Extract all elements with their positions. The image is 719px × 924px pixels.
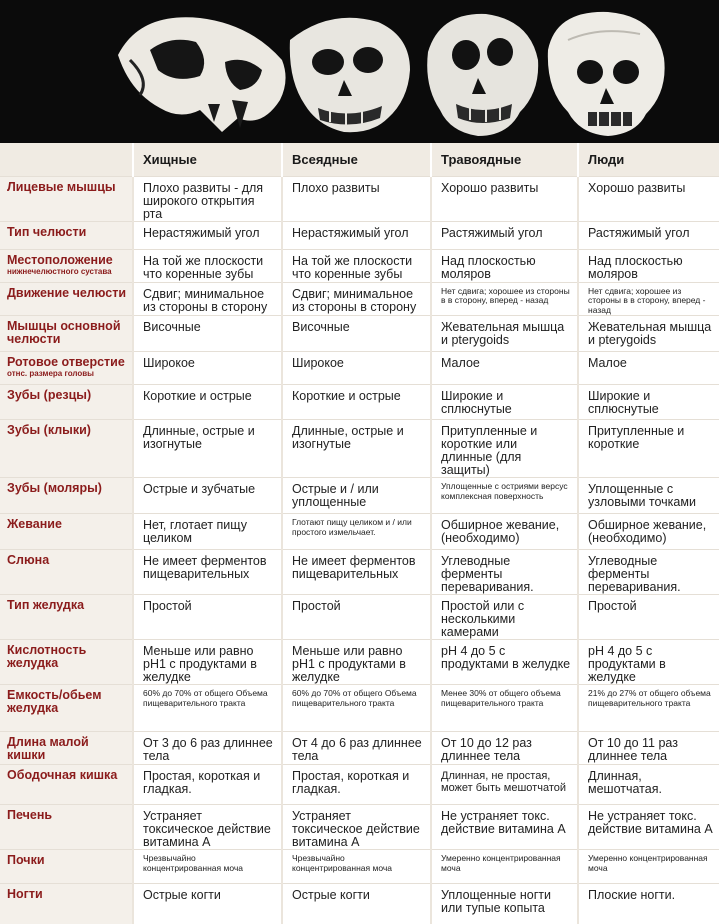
row-sublabel: отнс. размера головы <box>7 369 94 378</box>
table-cell: Не устраняет токс. действие витамина А <box>578 805 719 850</box>
table-cell: Уплощенные с узловыми точками <box>578 478 719 514</box>
row-sublabel: нижнечелюстного сустава <box>7 266 112 276</box>
table-cell: Острые и / или уплощенные <box>282 478 431 514</box>
table-cell: 60% до 70% от общего Объема пищеварительного тракта <box>282 685 431 732</box>
table-row <box>0 850 719 884</box>
table-cell: Малое <box>578 352 719 385</box>
table-cell: Растяжимый угол <box>431 221 578 249</box>
table-cell: Длинная, не простая, может быть мешотчатой <box>431 765 578 805</box>
table-cell: Острые когти <box>133 884 282 924</box>
table-cell: Устраняет токсическое действие витамина А <box>282 805 431 850</box>
table-row <box>0 805 719 850</box>
table-cell: Широкие и сплюснутые <box>578 385 719 420</box>
skulls-banner <box>0 0 719 143</box>
row-label: Мышцы основной челюсти <box>0 316 133 352</box>
table-row <box>0 514 719 550</box>
table-cell: Широкие и сплюснутые <box>431 385 578 420</box>
table-row <box>0 176 719 221</box>
table-cell: Короткие и острые <box>282 385 431 420</box>
row-label: Зубы (моляры) <box>0 478 133 514</box>
row-label: Кислотность желудка <box>0 640 133 685</box>
table-cell: Растяжимый угол <box>578 221 719 249</box>
herbivore-skull-image <box>427 14 538 136</box>
table-cell: Не имеет ферментов пищеварительных <box>133 550 282 595</box>
table-cell: 60% до 70% от общего Объема пищеварительного тракта <box>133 685 282 732</box>
table-cell: Сдвиг; минимальное из стороны в сторону <box>282 282 431 316</box>
table-cell: pH 4 до 5 с продуктами в желудке <box>431 640 578 685</box>
table-cell: Притупленные и короткие <box>578 420 719 478</box>
row-label: Емкость/обьем желудка <box>0 685 133 732</box>
header-omnivores: Всеядные <box>282 143 431 176</box>
table-row <box>0 550 719 595</box>
table-cell: Не устраняет токс. действие витамина А <box>431 805 578 850</box>
table-cell: Уплощенные ногти или тупые копыта <box>431 884 578 924</box>
table-cell: Углеводные ферменты переваривания. <box>431 550 578 595</box>
table-cell: От 10 до 11 раз длиннее тела <box>578 732 719 765</box>
table-cell: Чрезвычайно концентрированная моча <box>133 850 282 884</box>
row-label: Местоположение нижнечелюстного сустава <box>0 249 133 282</box>
table-row <box>0 640 719 685</box>
comparison-table <box>0 143 719 924</box>
table-cell: Височные <box>282 316 431 352</box>
carnivore-skull-image <box>118 17 286 132</box>
table-cell: Обширное жевание, (необходимо) <box>578 514 719 550</box>
table-cell: Умеренно концентрированная моча <box>578 850 719 884</box>
row-label: Лицевые мышцы <box>0 176 133 221</box>
table-cell: Хорошо развиты <box>578 176 719 221</box>
table-row <box>0 685 719 732</box>
table-cell: Нерастяжимый угол <box>282 221 431 249</box>
table-row <box>0 249 719 282</box>
table-cell: Нет, глотает пищу целиком <box>133 514 282 550</box>
table-cell: Жевательная мышца и pterygoids <box>578 316 719 352</box>
table-cell: Устраняет токсическое действие витамина А <box>133 805 282 850</box>
table-row <box>0 420 719 478</box>
table-row <box>0 595 719 640</box>
table-cell: На той же плоскости что коренные зубы <box>282 249 431 282</box>
table-cell: Сдвиг; минимальное из стороны в сторону <box>133 282 282 316</box>
table-cell: Длинная, мешотчатая. <box>578 765 719 805</box>
header-carnivores: Хищные <box>133 143 282 176</box>
table-cell: Нет сдвига; хорошее из стороны в в сторону, вперед - назад <box>431 282 578 316</box>
table-cell: Глотают пищу целиком и / или простого измельчает. <box>282 514 431 550</box>
table-row <box>0 352 719 385</box>
header-herbivores: Травоядные <box>431 143 578 176</box>
row-label: Зубы (резцы) <box>0 385 133 420</box>
table-cell: От 3 до 6 раз длиннее тела <box>133 732 282 765</box>
table-row <box>0 316 719 352</box>
table-cell: Короткие и острые <box>133 385 282 420</box>
table-cell: Хорошо развиты <box>431 176 578 221</box>
table-cell: Простой или с несколькими камерами <box>431 595 578 640</box>
table-cell: Нерастяжимый угол <box>133 221 282 249</box>
row-label: Зубы (клыки) <box>0 420 133 478</box>
table-row <box>0 221 719 249</box>
human-skull-image <box>548 12 665 136</box>
table-cell: Широкое <box>282 352 431 385</box>
table-cell: pH 4 до 5 с продуктами в желудке <box>578 640 719 685</box>
table-cell: Длинные, острые и изогнутые <box>282 420 431 478</box>
table-row <box>0 282 719 316</box>
row-label: Ободочная кишка <box>0 765 133 805</box>
row-label: Почки <box>0 850 133 884</box>
table-cell: Притупленные и короткие или длинные (для защиты) <box>431 420 578 478</box>
table-cell: Над плоскостью моляров <box>431 249 578 282</box>
table-cell: 21% до 27% от общего объема пищеварительного тракта <box>578 685 719 732</box>
table-cell: Меньше или равно pH1 с продуктами в желудке <box>282 640 431 685</box>
table-cell: От 10 до 12 раз длиннее тела <box>431 732 578 765</box>
table-cell: От 4 до 6 раз длиннее тела <box>282 732 431 765</box>
omnivore-skull-image <box>290 18 410 132</box>
table-cell: Менее 30% от общего объема пищеварительного тракта <box>431 685 578 732</box>
table-cell: Обширное жевание, (необходимо) <box>431 514 578 550</box>
row-label: Длина малой кишки <box>0 732 133 765</box>
table-cell: Нет сдвига; хорошее из стороны в в сторону, вперед - назад <box>578 282 719 316</box>
row-label: Ротовое отверстие отнс. размера головы <box>0 352 133 385</box>
table-row <box>0 478 719 514</box>
header-row <box>0 143 719 176</box>
table-cell: Жевательная мышца и pterygoids <box>431 316 578 352</box>
table-cell: Плохо развиты <box>282 176 431 221</box>
skulls-illustration <box>0 0 719 143</box>
table-cell: Простой <box>282 595 431 640</box>
table-row <box>0 884 719 924</box>
header-humans: Люди <box>578 143 719 176</box>
table-cell: Плохо развиты - для широкого открытия рта <box>133 176 282 221</box>
table-cell: Острые когти <box>282 884 431 924</box>
table-cell: Углеводные ферменты переваривания. <box>578 550 719 595</box>
row-label: Слюна <box>0 550 133 595</box>
table-cell: Височные <box>133 316 282 352</box>
table-cell: Меньше или равно pH1 с продуктами в желудке <box>133 640 282 685</box>
table-cell: Не имеет ферментов пищеварительных <box>282 550 431 595</box>
table-row <box>0 765 719 805</box>
table-cell: Плоские ногти. <box>578 884 719 924</box>
table-cell: Широкое <box>133 352 282 385</box>
row-label: Движение челюсти <box>0 282 133 316</box>
table-cell: Простой <box>133 595 282 640</box>
table-cell: Чрезвычайно концентрированная моча <box>282 850 431 884</box>
table-row <box>0 732 719 765</box>
table-cell: Простая, короткая и гладкая. <box>133 765 282 805</box>
table-cell: На той же плоскости что коренные зубы <box>133 249 282 282</box>
row-label: Ногти <box>0 884 133 924</box>
table-cell: Простая, короткая и гладкая. <box>282 765 431 805</box>
table-cell: Малое <box>431 352 578 385</box>
row-label: Тип желудка <box>0 595 133 640</box>
table-cell: Уплощенные с остриями версус комплексная поверхность <box>431 478 578 514</box>
header-corner <box>0 143 133 176</box>
table-cell: Над плоскостью моляров <box>578 249 719 282</box>
table-cell: Простой <box>578 595 719 640</box>
table-row <box>0 385 719 420</box>
table-cell: Длинные, острые и изогнутые <box>133 420 282 478</box>
row-label: Тип челюсти <box>0 221 133 249</box>
table-cell: Острые и зубчатые <box>133 478 282 514</box>
row-label: Жевание <box>0 514 133 550</box>
row-label: Печень <box>0 805 133 850</box>
table-cell: Умеренно концентрированная моча <box>431 850 578 884</box>
